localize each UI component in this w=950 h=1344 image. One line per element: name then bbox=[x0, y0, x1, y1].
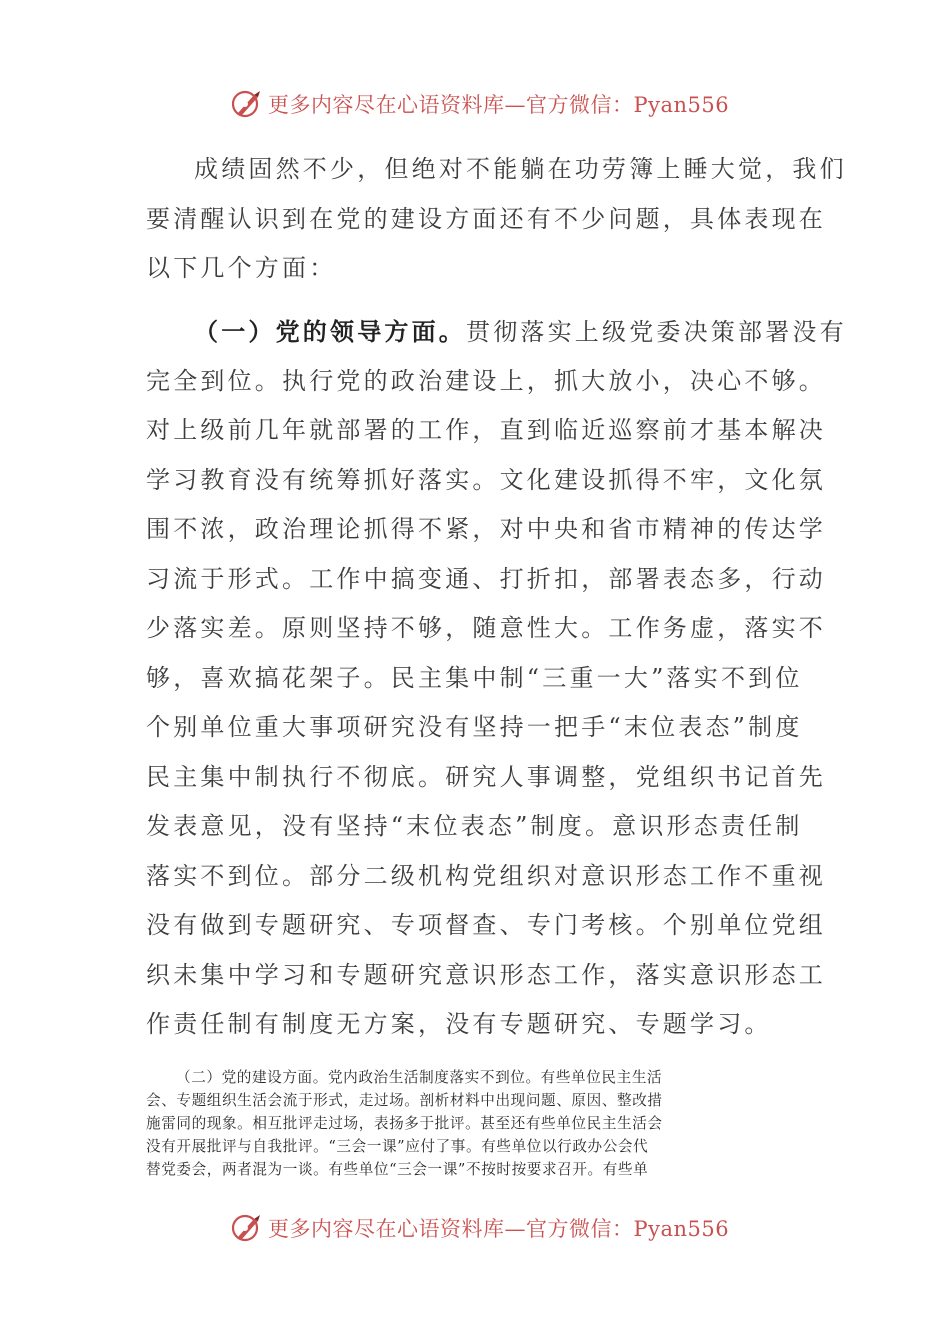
section-heading: （一）党的领导方面。 bbox=[194, 317, 466, 346]
text-line: 织未集中学习和专题研究意识形态工作，落实意识形态工 bbox=[146, 960, 826, 989]
text-line: 施雷同的现象。相互批评走过场，表扬多于批评。甚至还有些单位民主生活会 bbox=[146, 1115, 663, 1132]
pen-logo-icon bbox=[230, 1211, 264, 1245]
banner-text: 更多内容尽在心语资料库—官方微信：Pyan556 bbox=[268, 1217, 730, 1241]
text-line: 作责任制有制度无方案，没有专题研究、专题学习。 bbox=[146, 1010, 772, 1038]
text-line bbox=[146, 307, 847, 357]
text-line: 要清醒认识到在党的建设方面还有不少问题，具体表现在 bbox=[146, 204, 826, 233]
text-line: 够，喜欢搞花架子。民主集中制“三重一大”落实不到位 bbox=[146, 663, 803, 692]
banner-text: 更多内容尽在心语资料库—官方微信：Pyan556 bbox=[268, 93, 730, 117]
text-line: 成绩固然不少，但绝对不能躺在功劳簿上睡大觉，我们 bbox=[194, 155, 847, 183]
text-span: 贯彻落实上级党委决策部署没有 bbox=[466, 318, 847, 346]
text-line: 学习教育没有统筹抓好落实。文化建设抓得不牢，文化氛 bbox=[146, 465, 826, 494]
text-line: 习流于形式。工作中搞变通、打折扣，部署表态多，行动 bbox=[146, 564, 826, 593]
paragraph-party-building bbox=[146, 1066, 806, 1181]
pen-logo-icon bbox=[230, 87, 264, 121]
paragraph-intro bbox=[146, 145, 847, 294]
text-line: 民主集中制执行不彻底。研究人事调整，党组织书记首先 bbox=[146, 762, 826, 791]
text-line: 围不浓，政治理论抓得不紧，对中央和省市精神的传达学 bbox=[146, 515, 826, 543]
footer-banner bbox=[230, 1208, 729, 1248]
text-line: （二）党的建设方面。党内政治生活制度落实不到位。有些单位民主生活 bbox=[176, 1069, 663, 1086]
text-line: 发表意见，没有坚持“末位表态”制度。意识形态责任制 bbox=[146, 812, 803, 840]
text-line: 没有做到专题研究、专项督查、专门考核。个别单位党组 bbox=[146, 911, 826, 939]
text-line: 以下几个方面： bbox=[146, 254, 337, 282]
text-line: 完全到位。执行党的政治建设上，抓大放小，决心不够。 bbox=[146, 366, 826, 395]
text-line: 个别单位重大事项研究没有坚持一把手“末位表态”制度 bbox=[146, 713, 803, 741]
text-line: 少落实差。原则坚持不够，随意性大。工作务虚，落实不 bbox=[146, 614, 826, 642]
header-banner bbox=[230, 84, 729, 124]
text-line: 对上级前几年就部署的工作，直到临近巡察前才基本解决 bbox=[146, 416, 826, 444]
text-line: 落实不到位。部分二级机构党组织对意识形态工作不重视 bbox=[146, 861, 826, 890]
text-line: 会、专题组织生活会流于形式，走过场。剖析材料中出现问题、原因、整改措 bbox=[146, 1092, 663, 1109]
text-line: 替党委会，两者混为一谈。有些单位“三会一课”不按时按要求召开。有些单 bbox=[146, 1161, 649, 1178]
paragraph-party-leadership bbox=[146, 307, 847, 1050]
text-line: 没有开展批评与自我批评。“三会一课”应付了事。有些单位以行政办公会代 bbox=[146, 1138, 649, 1155]
